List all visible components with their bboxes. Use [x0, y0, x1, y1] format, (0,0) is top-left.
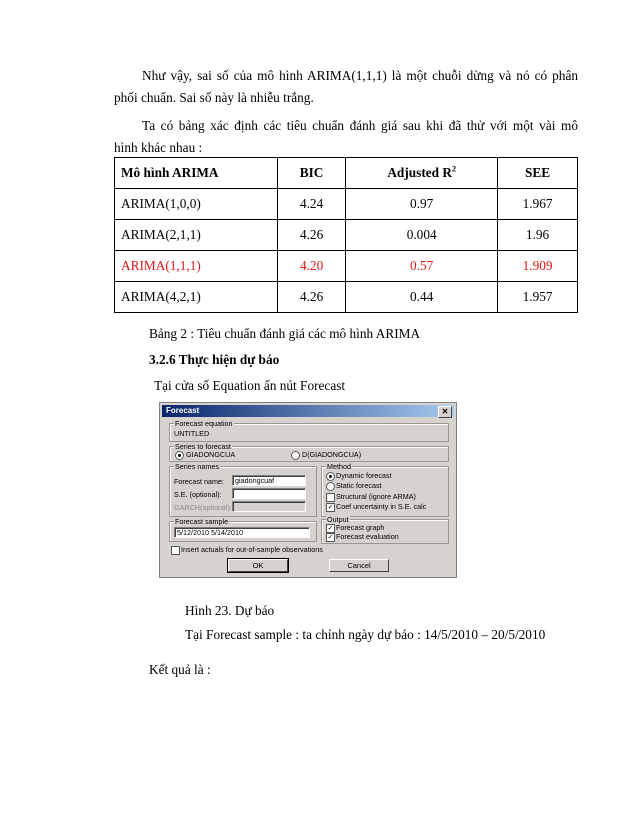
cancel-button[interactable]: Cancel — [329, 559, 389, 572]
output-legend: Output — [327, 515, 349, 524]
method-radio-static[interactable] — [326, 482, 335, 491]
close-icon[interactable]: ✕ — [438, 406, 452, 418]
garch-input[interactable] — [232, 501, 306, 512]
ok-button[interactable]: OK — [228, 559, 288, 572]
series-names-legend: Series names — [175, 462, 219, 471]
forecast-evaluation-checkbox[interactable]: ✓ — [327, 534, 334, 541]
paragraph-2-line-2: hình khác nhau : — [114, 140, 203, 155]
method-static-label: Static forecast — [336, 481, 382, 490]
paragraph-1-line-2: phối chuẩn. Sai số này là nhiễu trắng. — [114, 90, 314, 105]
dialog-title: Forecast — [166, 406, 200, 415]
paragraph-1-line-1: Như vậy, sai số của mô hình ARIMA(1,1,1) là một chuỗi dừng và nó có phân — [142, 68, 578, 83]
series-to-forecast-group — [169, 442, 449, 462]
cell-bic: 4.26 — [278, 282, 346, 313]
forecast-sample-legend: Forecast sample — [175, 517, 229, 526]
cell-adj: 0.44 — [346, 282, 498, 313]
forecast-dialog — [159, 402, 457, 578]
forecast-sample-text: Tại Forecast sample : ta chỉnh ngày dự báo : 14/5/2010 – 20/5/2010 — [185, 627, 546, 642]
result-text: Kết quả là : — [149, 662, 211, 677]
forecast-sample-group — [169, 517, 317, 542]
cell-bic: 4.24 — [278, 189, 346, 220]
arima-criteria-table — [114, 157, 578, 313]
cell-adj: 0.004 — [346, 220, 498, 251]
series-radio-level[interactable] — [175, 451, 184, 460]
coef-uncertainty-label: Coef uncertainty in S.E. calc — [336, 502, 427, 511]
instruction-text: Tại cửa số Equation ấn nút Forecast — [154, 378, 346, 393]
cell-adj: 0.97 — [346, 189, 498, 220]
cell-model: ARIMA(1,0,0) — [115, 189, 278, 220]
structural-label: Structural (ignore ARMA) — [336, 492, 416, 501]
series-option-level-label: GIADONGCUA — [186, 450, 236, 459]
forecast-evaluation-label: Forecast evaluation — [336, 532, 399, 541]
forecast-graph-label: Forecast graph — [336, 523, 385, 532]
forecast-sample-input[interactable]: 5/12/2010 5/14/2010 — [174, 527, 310, 538]
table-header-row — [115, 158, 578, 189]
header-adjusted-r-sup: 2 — [451, 164, 456, 174]
figure-caption: Hình 23. Dự báo — [185, 603, 275, 618]
forecast-name-input[interactable]: giadongcuaf — [232, 475, 306, 486]
cell-model: ARIMA(4,2,1) — [115, 282, 278, 313]
dialog-titlebar — [162, 405, 454, 417]
cell-model: ARIMA(2,1,1) — [115, 220, 278, 251]
forecast-equation-value: UNTITLED — [174, 429, 210, 438]
table-caption: Bảng 2 : Tiêu chuẩn đánh giá các mô hình ARIMA — [149, 326, 421, 341]
structural-checkbox[interactable] — [326, 493, 335, 502]
table-row — [115, 189, 578, 220]
method-legend: Method — [327, 462, 351, 471]
insert-actuals-label: Insert actuals for out-of-sample observations — [181, 545, 323, 554]
forecast-equation-group — [169, 419, 449, 442]
cell-see: 1.967 — [498, 189, 578, 220]
coef-uncertainty-checkbox[interactable]: ✓ — [327, 504, 334, 511]
header-adjusted-r-text: Adjusted R — [387, 165, 452, 180]
table-row — [115, 220, 578, 251]
series-option-difference-label: D(GIADONGCUA) — [302, 450, 362, 459]
se-label: S.E. (optional): — [174, 490, 222, 499]
method-dynamic-label: Dynamic forecast — [336, 471, 392, 480]
method-group — [321, 462, 449, 517]
header-bic: BIC — [278, 158, 346, 189]
forecast-graph-checkbox[interactable]: ✓ — [327, 525, 334, 532]
series-names-group — [169, 462, 317, 517]
table-row-highlighted — [115, 251, 578, 282]
header-adjusted-r2 — [346, 158, 498, 189]
se-input[interactable] — [232, 488, 306, 499]
cell-bic: 4.26 — [278, 220, 346, 251]
output-group — [321, 515, 449, 544]
insert-actuals-checkbox[interactable] — [171, 546, 180, 555]
section-heading: 3.2.6 Thực hiện dự báo — [149, 352, 280, 367]
paragraph-2-line-1: Ta có bảng xác định các tiêu chuẩn đánh giá sau khi đã thử với một vài mô — [142, 118, 578, 133]
series-radio-difference[interactable] — [291, 451, 300, 460]
cell-see: 1.909 — [498, 251, 578, 282]
header-see: SEE — [498, 158, 578, 189]
series-to-forecast-legend: Series to forecast — [175, 442, 231, 451]
cell-see: 1.957 — [498, 282, 578, 313]
garch-label: GARCH(optional): — [174, 503, 232, 512]
cell-see: 1.96 — [498, 220, 578, 251]
cell-model: ARIMA(1,1,1) — [115, 251, 278, 282]
cell-adj: 0.57 — [346, 251, 498, 282]
forecast-name-label: Forecast name: — [174, 477, 224, 486]
cell-bic: 4.20 — [278, 251, 346, 282]
header-model: Mô hình ARIMA — [115, 158, 278, 189]
forecast-equation-legend: Forecast equation — [175, 419, 233, 428]
table-row — [115, 282, 578, 313]
method-radio-dynamic[interactable] — [326, 472, 335, 481]
